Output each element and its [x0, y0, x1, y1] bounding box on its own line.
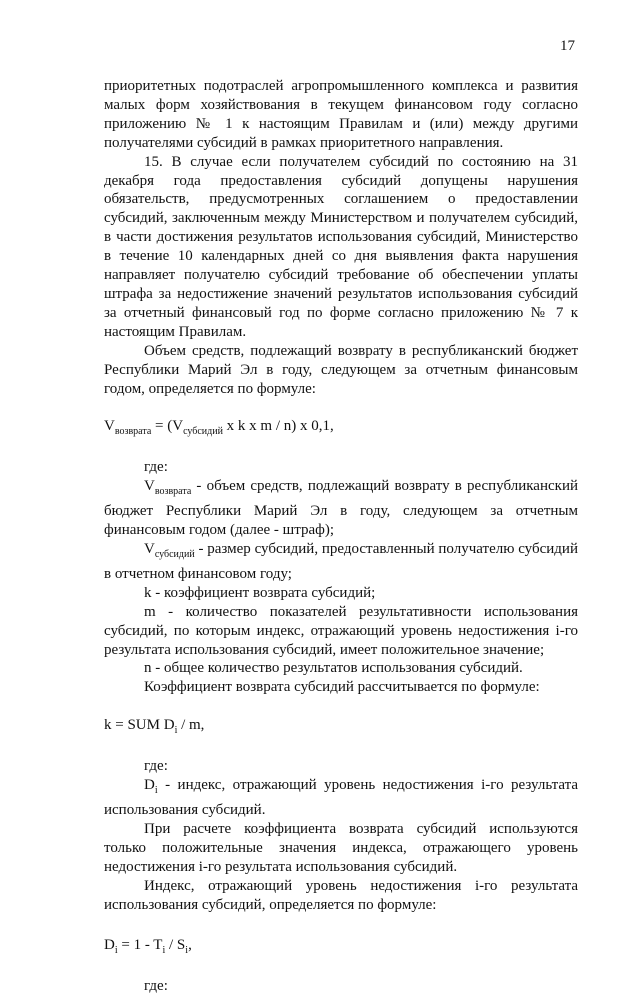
paragraph-refund-volume: Объем средств, подлежащий возврату в республиканский бюджет Республики Марий Эл в году, следующем за отчетным финансовым годом, определяется по формуле:	[104, 342, 578, 397]
definitions-list-1	[104, 477, 578, 678]
where-label-2: где:	[144, 758, 168, 775]
paragraph-index: Индекс, отражающий уровень недостижения i-го результата использования субсидий, определяется по формуле:	[104, 877, 578, 913]
definition-n: n - общее количество результатов использования субсидий.	[144, 660, 523, 677]
formula-refund-rest: x k x m / n) x 0,1,	[222, 418, 334, 435]
formula-refund-lhs: V	[104, 418, 115, 435]
paragraph-continuation: приоритетных подотраслей агропромышленного комплекса и развития малых форм хозяйствования в текущем финансовом году согласно приложению № 1 к настоящим Правилам и (или) между другими получателями субсидий в рамках приоритетного направления.	[104, 78, 578, 151]
definition-v-subsidy: $V_{субсидий}$ - размер субсидий, предоставленный получателю субсидий в отчетном финансовом году;	[104, 541, 578, 582]
formula-coefficient: k = SUM $D_i$ / m,	[104, 717, 205, 737]
formula-refund	[104, 416, 578, 442]
definition-v-refund: $V_{возврата}$ - объем средств, подлежащий возврату в республиканский бюджет Республики Марий Эл в году, следующем за отчетным финансовым годом (далее - штраф);	[104, 478, 578, 539]
formula-refund-lhs-sub: возврата	[114, 426, 152, 438]
where-label-3: где:	[144, 977, 168, 994]
paragraph-clause-15: 15. В случае если получателем субсидий по состоянию на 31 декабря года предоставления субсидий допущены нарушения обязательств, предусмотренных соглашением о предоставлении субсидий, заключенным между Министерством и получателем субсидий, в части достижения результатов использования субсидий, Министерство в течение 10 календарных дней со дня выявления факта нарушения направляет получателю субсидий требование об обеспечении уплаты штрафа за недостижение значений результатов использования субсидий за отчетный финансовый год по форме согласно приложению № 7 к настоящим Правилам.	[104, 153, 578, 340]
formula-refund-rhs-sub: субсидий	[183, 426, 223, 438]
definition-k: k - коэффициент возврата субсидий;	[144, 584, 376, 601]
paragraph-coefficient: Коэффициент возврата субсидий рассчитывается по формуле:	[144, 679, 540, 696]
formula-index: $D_i = 1 - T_i / S_i$,	[104, 936, 192, 956]
paragraph-positive-values: При расчете коэффициента возврата субсидий используются только положительные значения индекса, отражающего уровень недостижения i-го результата использования субсидий.	[104, 821, 578, 875]
definition-m: m - количество показателей результативности использования субсидий, по которым индекс, отражающий уровень недостижения i-го результата использования субсидий, имеет положительное значение;	[104, 603, 578, 658]
page-number: 17	[560, 38, 575, 54]
formula-refund-eq: = (V	[151, 418, 184, 435]
page-content	[104, 77, 578, 995]
where-label-1: где:	[144, 459, 168, 476]
definition-di: $D_i$ - индекс, отражающий уровень недостижения i-го результата использования субсидий.	[104, 777, 578, 819]
